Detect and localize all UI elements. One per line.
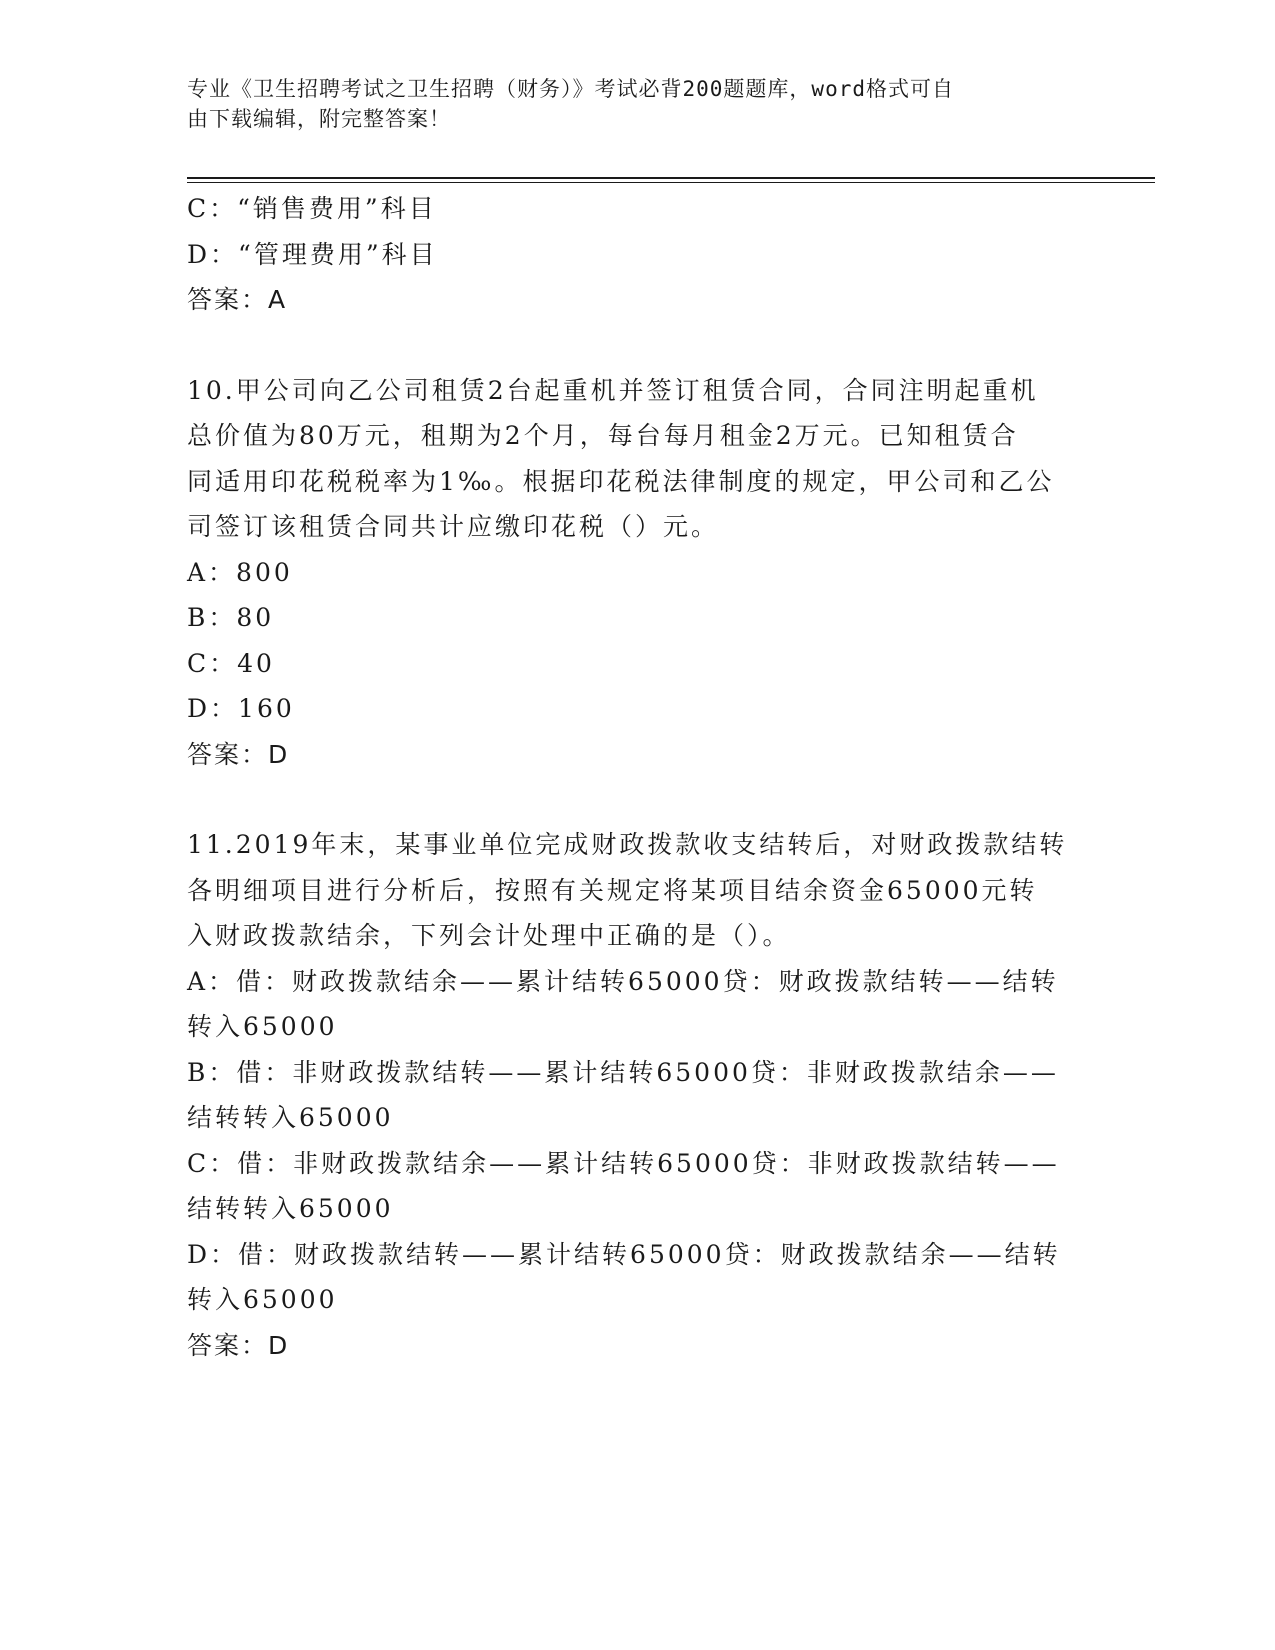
stem-line: 司签订该租赁合同共计应缴印花税（）元。	[187, 512, 720, 541]
question-block-prev	[187, 186, 1077, 323]
option-a: A：800	[187, 557, 293, 587]
question-block-11	[187, 822, 1077, 1368]
stem-line: 各明细项目进行分析后，按照有关规定将某项目结余资金65000元转	[187, 875, 1038, 905]
stem-line: 10.甲公司向乙公司租赁2台起重机并签订租赁合同，合同注明起重机	[187, 375, 1039, 405]
option-c: C：40	[187, 648, 275, 678]
header-divider	[187, 177, 1155, 179]
spacer	[187, 777, 1077, 822]
option-d: D：160	[187, 694, 295, 723]
header-line: 由下载编辑，附完整答案！	[187, 107, 451, 131]
spacer	[187, 323, 1077, 368]
option-c-cont: 结转转入65000	[187, 1194, 394, 1223]
option-b: B：80	[187, 603, 275, 632]
question-stem	[187, 368, 1077, 550]
question-block-10	[187, 368, 1077, 778]
stem-line: 总价值为80万元，租期为2个月，每台每月租金2万元。已知租赁合	[187, 421, 1019, 450]
option-c: C：“销售费用”科目	[187, 194, 437, 223]
stem-line: 入财政拨款结余，下列会计处理中正确的是（）。	[187, 921, 791, 950]
option-a: A：借：财政拨款结余——累计结转65000贷：财政拨款结转——结转	[187, 966, 1059, 996]
header-divider-thin	[187, 182, 1155, 183]
question-stem	[187, 822, 1077, 959]
stem-line: 11.2019年末，某事业单位完成财政拨款收支结转后，对财政拨款结转	[187, 830, 1068, 859]
answer-label: 答案：D	[187, 1330, 290, 1360]
option-c: C：借：非财政拨款结余——累计结转65000贷：非财政拨款结转——	[187, 1148, 1060, 1178]
answer-label: 答案：A	[187, 285, 288, 314]
option-d: D：“管理费用”科目	[187, 239, 438, 269]
option-d: D：借：财政拨款结转——累计结转65000贷：财政拨款结余——结转	[187, 1239, 1061, 1269]
document-body	[187, 186, 1077, 1368]
option-b-cont: 结转转入65000	[187, 1103, 394, 1132]
option-b: B：借：非财政拨款结转——累计结转65000贷：非财政拨款结余——	[187, 1057, 1059, 1087]
option-d-cont: 转入65000	[187, 1285, 338, 1314]
document-header	[187, 74, 1067, 134]
header-line: 专业《卫生招聘考试之卫生招聘（财务）》考试必背200题题库，word格式可自	[187, 77, 954, 101]
option-a-cont: 转入65000	[187, 1012, 338, 1041]
stem-line: 同适用印花税税率为1‰。根据印花税法律制度的规定，甲公司和乙公	[187, 466, 1055, 496]
answer-label: 答案：D	[187, 739, 290, 769]
